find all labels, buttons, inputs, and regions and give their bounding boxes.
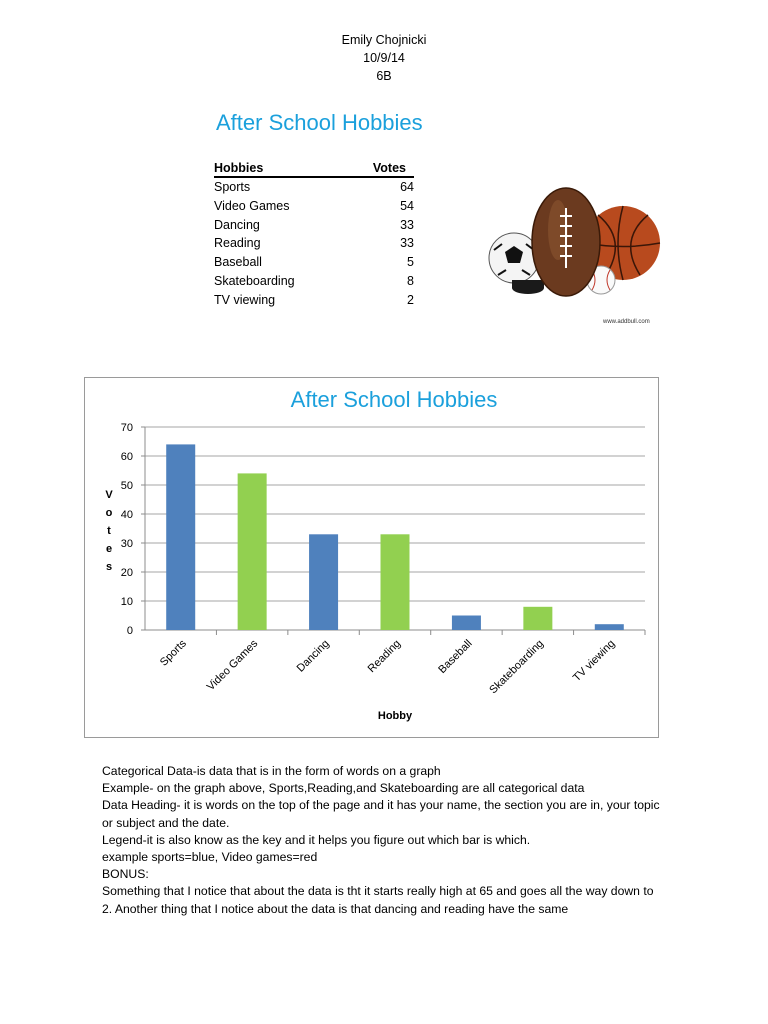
bar-skateboarding [523,607,552,630]
y-axis-label-letter: o [105,507,113,519]
x-tick-label: Baseball [436,637,475,676]
y-axis-label-letter: V [105,489,113,501]
votes-cell: 5 [407,255,414,270]
y-axis-label-letter: t [107,525,111,537]
x-tick-label: TV viewing [570,637,618,685]
x-tick-label: Dancing [294,637,332,675]
y-tick-label: 70 [120,422,133,434]
bar-reading [381,534,410,630]
y-tick-label: 10 [120,596,133,608]
y-axis-label-letter: s [105,561,113,573]
bar-baseball [452,616,481,631]
hobbies-header: Hobbies [214,161,264,175]
y-tick-label: 40 [120,509,133,521]
hobby-cell: Dancing [214,217,260,232]
votes-cell: 64 [400,180,414,194]
votes-cell: 2 [407,292,414,307]
bar-sports [166,444,195,630]
votes-cell: 8 [407,273,414,288]
x-axis-label: Hobby [377,710,413,722]
hobby-cell: Video Games [214,198,290,213]
y-axis-label-letter: e [105,543,113,555]
student-name: Emily Chojnicki [341,33,427,47]
hobby-cell: Baseball [214,255,262,270]
votes-header: Votes [372,161,406,175]
chart-title: After School Hobbies [290,387,498,412]
note-line: example sports=blue, Video games=red [102,850,318,865]
x-tick-label: Reading [365,637,404,676]
x-tick-label: Video Games [204,637,261,694]
note-line: Example- on the graph above, Sports,Reading,and Skateboarding are all categorical data [102,781,585,796]
note-line: Something that I notice that about the data is tht it starts really high at 65 and goes all the way down to 2. Another thing that I notice about the data is that dancing and reading have the same [102,884,654,916]
hobby-cell: Reading [214,236,261,251]
hobby-cell: TV viewing [214,292,276,307]
bar-video-games [238,473,267,630]
bar-dancing [309,534,338,630]
image-credit: www.addbull.com [603,319,650,325]
hobby-cell: Skateboarding [214,273,295,288]
page-title: After School Hobbies [216,110,423,135]
date: 10/9/14 [363,51,405,65]
bar-tv-viewing [595,624,624,630]
y-tick-label: 30 [120,538,133,550]
votes-cell: 33 [400,236,414,251]
votes-cell: 33 [400,217,414,232]
y-tick-label: 0 [126,625,133,637]
y-tick-label: 50 [120,480,133,492]
y-tick-label: 60 [120,451,133,463]
x-tick-label: Skateboarding [487,637,546,697]
votes-cell: 54 [400,198,414,213]
note-line: Legend-it is also know as the key and it helps you figure out which bar is which. [102,832,531,847]
note-line: Categorical Data-is data that is in the form of words on a graph [102,764,441,778]
y-tick-label: 20 [120,567,133,579]
note-line: Data Heading- it is words on the top of the page and it has your name, the section you are in, your topic or subject and the date. [102,798,660,830]
note-line: BONUS: [102,867,149,882]
section: 6B [376,69,392,83]
notes [102,763,662,918]
hobby-cell: Sports [214,180,251,194]
x-tick-label: Sports [157,637,189,669]
